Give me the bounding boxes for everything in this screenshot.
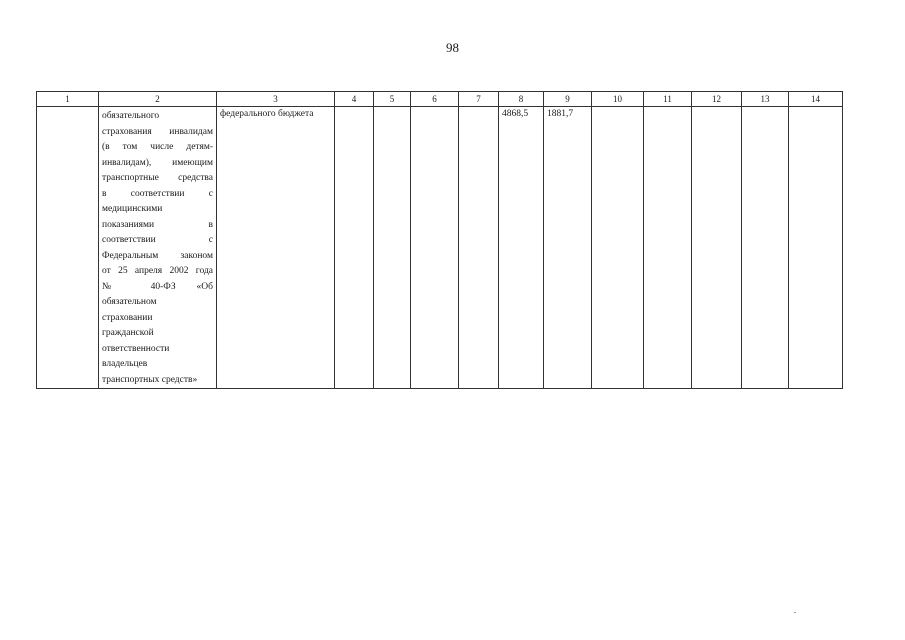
description-line: ответственности: [102, 343, 170, 354]
header-cell-8: 8: [499, 92, 544, 107]
description-line: инвалидам), имеющим: [102, 157, 213, 168]
cell-col6: [411, 107, 459, 389]
description-line: медицинскими: [102, 204, 163, 214]
description-line: от 25 апреля 2002 года: [102, 266, 213, 276]
header-cell-3: 3: [217, 92, 335, 107]
page-number: 98: [446, 40, 459, 55]
description-line: показаниями в: [102, 219, 213, 230]
header-cell-13: 13: [742, 92, 789, 107]
budget-table: [36, 91, 843, 389]
description-line: (в том числе детям-: [102, 142, 213, 152]
description-line: Федеральным законом: [102, 250, 213, 261]
header-cell-4: 4: [335, 92, 374, 107]
header-row: [37, 92, 843, 107]
description-text: [99, 107, 216, 388]
cell-col10: [592, 107, 644, 389]
header-cell-12: 12: [692, 92, 742, 107]
description-line: соответствии с: [102, 235, 213, 245]
value-col9: 1881,7: [547, 109, 574, 119]
header-cell-2: 2: [99, 92, 217, 107]
cell-col1: [37, 107, 99, 389]
cell-col12: [692, 107, 742, 389]
cell-col11: [644, 107, 692, 389]
funding-source-text: федерального бюджета: [220, 109, 314, 119]
header-cell-14: 14: [789, 92, 843, 107]
table-row: [37, 107, 843, 389]
cell-col5: [374, 107, 411, 389]
cell-col4: [335, 107, 374, 389]
description-line: транспортных средств»: [102, 374, 198, 385]
description-line: транспортные средства: [102, 173, 213, 183]
description-line: в соответствии с: [102, 188, 213, 199]
header-cell-9: 9: [544, 92, 592, 107]
scan-speck: [794, 612, 796, 613]
header-cell-6: 6: [411, 92, 459, 107]
description-line: страхования инвалидам: [102, 126, 213, 137]
header-cell-5: 5: [374, 92, 411, 107]
header-cell-1: 1: [37, 92, 99, 107]
header-cell-10: 10: [592, 92, 644, 107]
cell-col7: [459, 107, 499, 389]
description-line: владельцев: [102, 359, 148, 369]
description-line: обязательного: [102, 111, 160, 121]
description-line: № 40-ФЗ «Об: [102, 281, 213, 292]
description-line: страховании: [102, 312, 153, 323]
cell-funding-source: [217, 107, 335, 389]
description-line: обязательном: [102, 297, 157, 307]
header-cell-7: 7: [459, 92, 499, 107]
cell-description: [99, 107, 217, 389]
cell-col8: [499, 107, 544, 389]
cell-col9: [544, 107, 592, 389]
cell-col13: [742, 107, 789, 389]
cell-col14: [789, 107, 843, 389]
description-line: гражданской: [102, 328, 154, 338]
value-col8: 4868,5: [502, 109, 529, 119]
header-cell-11: 11: [644, 92, 692, 107]
